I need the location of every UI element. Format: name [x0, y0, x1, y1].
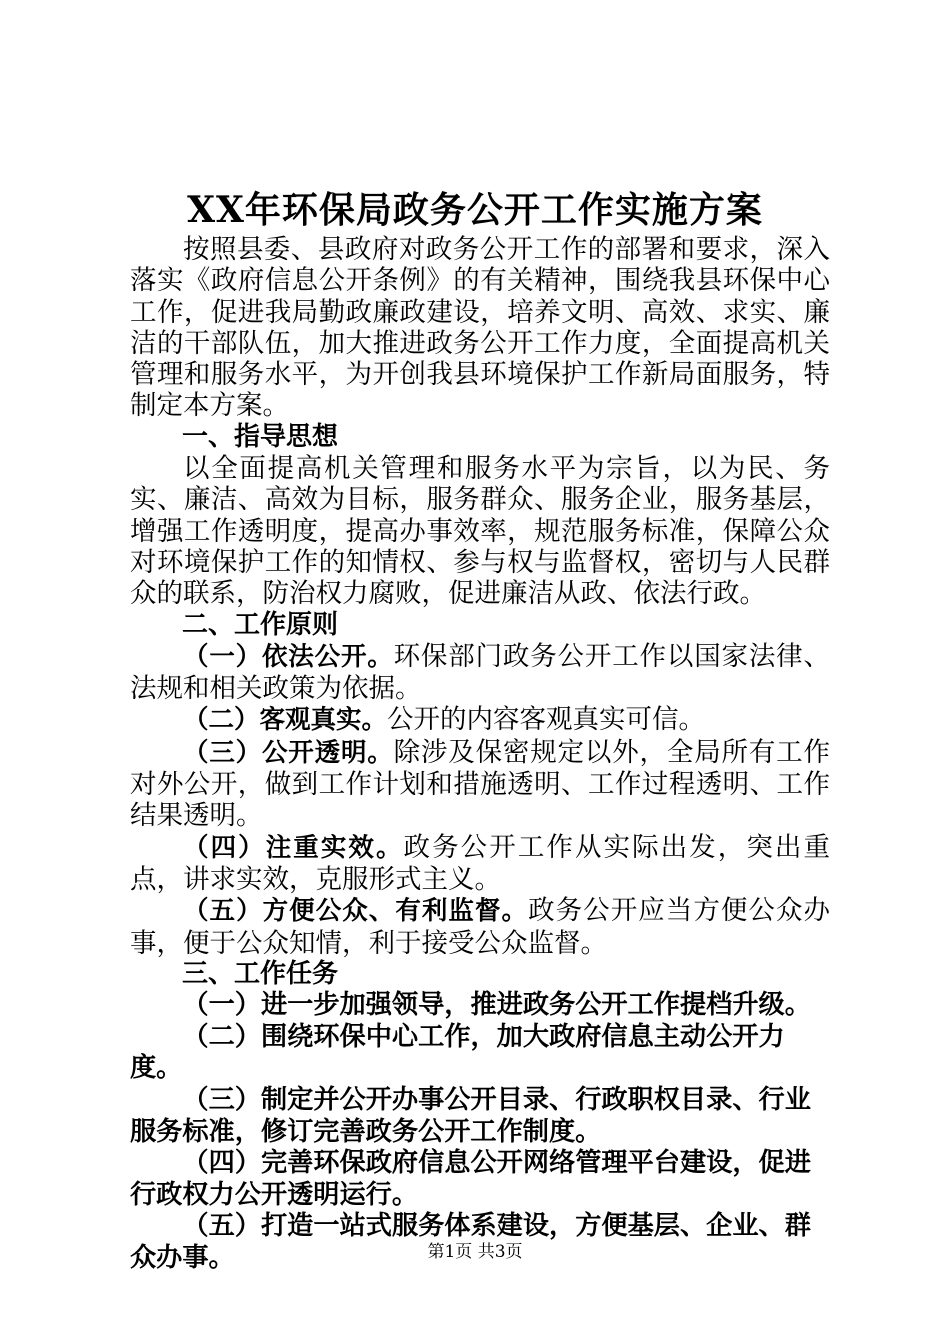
guiding-thought-paragraph: 以全面提高机关管理和服务水平为宗旨，以为民、务实、廉洁、高效为目标，服务群众、服务企业，服务基层，增强工作透明度，提高办事效率，规范服务标准，保障公众对环境保护工作的知情权、参与权与监督权，密切与人民群众的联系，防治权力腐败，促进廉洁从政、依法行政。: [130, 453, 830, 610]
principle-lead: （一）依法公开。: [183, 641, 394, 672]
document-title: XX年环保局政务公开工作实施方案: [187, 189, 763, 231]
principle-item: [130, 895, 830, 959]
intro-paragraph: 按照县委、县政府对政务公开工作的部署和要求，深入落实《政府信息公开条例》的有关精神，围绕我县环保中心工作，促进我局勤政廉政建设，培养文明、高效、求实、廉洁的干部队伍，加大推进政务公开工作力度，全面提高机关管理和服务水平，为开创我县环境保护工作新局面服务，特制定本方案。: [130, 234, 830, 422]
principle-lead: （三）公开透明。: [183, 737, 394, 768]
principle-text: 除涉及保密规定以外，全局所有工作对外公开，做到工作计划和措施透明、工作过程透明、工作结果透明。: [130, 736, 830, 832]
task-item: （二）围绕环保中心工作，加大政府信息主动公开力度。: [130, 1021, 785, 1084]
principle-text: 政务公开应当方便公众办事，便于公众知情，利于接受公众监督。: [130, 895, 830, 959]
page-footer: 第1页 共3页: [427, 1242, 523, 1262]
principle-lead: （五）方便公众、有利监督。: [183, 896, 529, 927]
principle-item: [130, 832, 830, 896]
task-item: （一）进一步加强领导，推进政务公开工作提档升级。: [182, 990, 811, 1021]
document-body: [130, 234, 830, 1274]
section-heading-work-principles: 二、工作原则: [182, 609, 339, 640]
task-item: （三）制定并公开办事公开目录、行政职权目录、行业服务标准，修订完善政务公开工作制度。: [130, 1084, 811, 1147]
principle-item: [130, 737, 830, 832]
section-heading-work-tasks: 三、工作任务: [182, 958, 339, 989]
principle-lead: （二）客观真实。: [183, 705, 388, 736]
principle-text: 政务公开工作从实际出发，突出重点，讲求实效，克服形式主义。: [130, 831, 830, 895]
principle-item: [130, 641, 830, 705]
section-heading-guiding-thought: 一、指导思想: [182, 421, 339, 452]
principle-text: 环保部门政务公开工作以国家法律、法规和相关政策为依据。: [130, 640, 830, 705]
principle-lead: （四）注重实效。: [183, 832, 404, 863]
principle-text: 公开的内容客观真实可信。: [387, 704, 706, 736]
task-item: （五）打造一站式服务体系建设，方便基层、企业、群众办事。: [130, 1211, 811, 1273]
task-item: （四）完善环保政府信息公开网络管理平台建设，促进行政权力公开透明运行。: [130, 1148, 811, 1210]
principle-item: [130, 704, 830, 736]
